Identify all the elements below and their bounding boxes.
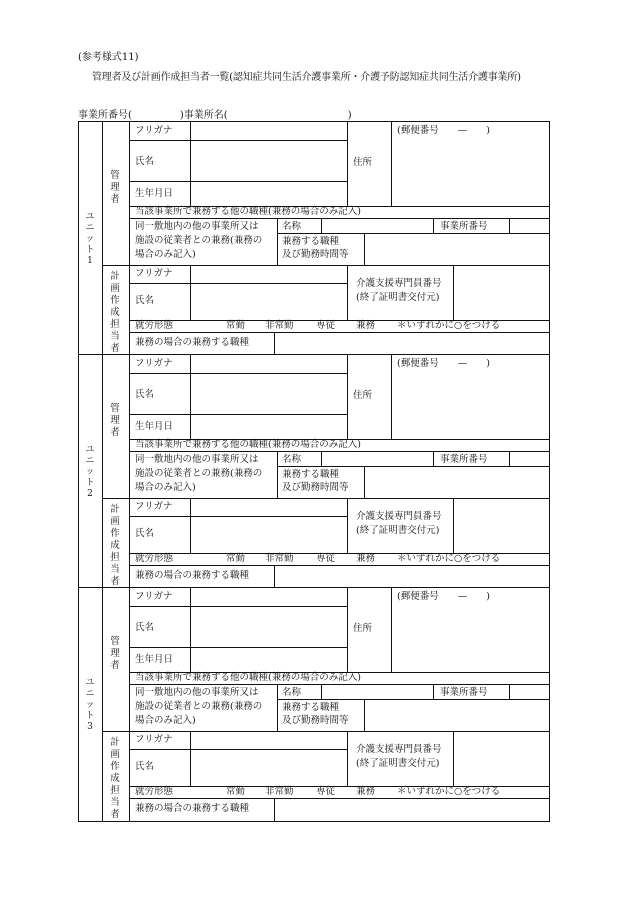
manager-label: 管理者	[110, 170, 120, 205]
concurrent-option[interactable]: 兼務	[356, 786, 376, 797]
employment-type-label[interactable]: 就労形態	[135, 553, 174, 564]
office-header	[78, 106, 352, 121]
parttime-option[interactable]: 非常勤	[265, 553, 294, 564]
other-office-name-label: 名称	[282, 687, 302, 698]
concurrent-in-office-label: 当該事業所で兼務する他の職種(兼務の場合のみ記入)	[135, 672, 361, 683]
manager-furigana-label: フリガナ	[135, 591, 173, 602]
birthdate-label: 生年月日	[135, 188, 174, 199]
manager-name-label: 氏名	[135, 156, 155, 167]
planner-name-label: 氏名	[135, 295, 155, 306]
parttime-option[interactable]: 非常勤	[265, 320, 294, 331]
fulltime-option[interactable]: 常勤	[226, 320, 246, 331]
role-hours-label-1: 兼務する職種	[282, 469, 340, 480]
unit-section	[78, 121, 550, 355]
address-label: 住所	[353, 623, 373, 634]
care-manager-label-2: (終了証明書交付元)	[356, 292, 440, 303]
manager-label: 管理者	[110, 636, 120, 671]
office-name-close: )	[347, 110, 352, 121]
concurrent-other-label-1: 同一敷地内の他の事業所又は	[135, 687, 259, 698]
concurrent-role-label: 兼務の場合の兼務する職種	[135, 570, 250, 581]
role-hours-label-2: 及び勤務時間等	[282, 715, 349, 726]
employment-type-label[interactable]: 就労形態	[135, 320, 174, 331]
unit-label: ユニット3	[85, 678, 95, 732]
concurrent-other-label-2: 施設の従業者との兼務(兼務の	[135, 701, 263, 712]
circle-note: ＊いずれかに○をつける	[397, 320, 501, 331]
other-office-number-label: 事業所番号	[440, 221, 488, 232]
postal-label: (郵便番号 — )	[397, 591, 490, 602]
role-hours-label-2: 及び勤務時間等	[282, 482, 349, 493]
circle-note: ＊いずれかに○をつける	[397, 553, 501, 564]
other-office-number-label: 事業所番号	[440, 454, 488, 465]
concurrent-other-label-3: 場合のみ記入)	[135, 482, 196, 493]
role-hours-label-1: 兼務する職種	[282, 236, 340, 247]
planner-name-label: 氏名	[135, 761, 155, 772]
concurrent-other-label-1: 同一敷地内の他の事業所又は	[135, 221, 259, 232]
concurrent-role-label: 兼務の場合の兼務する職種	[135, 803, 250, 814]
concurrent-option[interactable]: 兼務	[356, 320, 376, 331]
concurrent-other-label-1: 同一敷地内の他の事業所又は	[135, 454, 259, 465]
planner-label: 計画作成担当者	[110, 737, 120, 820]
form-reference-label: (参考様式11)	[78, 52, 139, 63]
other-office-name-label: 名称	[282, 454, 302, 465]
employment-type-label[interactable]: 就労形態	[135, 786, 174, 797]
concurrent-other-label-3: 場合のみ記入)	[135, 715, 196, 726]
care-manager-label-2: (終了証明書交付元)	[356, 525, 440, 536]
address-label: 住所	[353, 390, 373, 401]
concurrent-in-office-label: 当該事業所で兼務する他の職種(兼務の場合のみ記入)	[135, 439, 361, 450]
address-label: 住所	[353, 157, 373, 168]
manager-name-label: 氏名	[135, 622, 155, 633]
postal-label: (郵便番号 — )	[397, 358, 490, 369]
concurrent-other-label-2: 施設の従業者との兼務(兼務の	[135, 235, 263, 246]
concurrent-other-label-3: 場合のみ記入)	[135, 249, 196, 260]
manager-name-label: 氏名	[135, 389, 155, 400]
other-office-name-label: 名称	[282, 221, 302, 232]
dedicated-option[interactable]: 専従	[316, 320, 336, 331]
planner-furigana-label: フリガナ	[135, 734, 173, 745]
other-office-number-label: 事業所番号	[440, 687, 488, 698]
birthdate-label: 生年月日	[135, 421, 174, 432]
unit-section	[78, 587, 550, 822]
planner-label: 計画作成担当者	[110, 504, 120, 587]
circle-note: ＊いずれかに○をつける	[397, 786, 501, 797]
planner-name-label: 氏名	[135, 528, 155, 539]
role-hours-label-2: 及び勤務時間等	[282, 249, 349, 260]
office-name-label: )事業所名(	[179, 110, 228, 121]
fulltime-option[interactable]: 常勤	[226, 786, 246, 797]
fulltime-option[interactable]: 常勤	[226, 553, 246, 564]
postal-label: (郵便番号 — )	[397, 125, 490, 136]
unit-label: ユニット2	[85, 445, 95, 499]
unit-label: ユニット1	[85, 212, 95, 266]
dedicated-option[interactable]: 専従	[316, 786, 336, 797]
care-manager-label-1: 介護支援専門員番号	[356, 278, 442, 289]
planner-label: 計画作成担当者	[110, 271, 120, 354]
role-hours-label-1: 兼務する職種	[282, 702, 340, 713]
manager-furigana-label: フリガナ	[135, 125, 173, 136]
concurrent-in-office-label: 当該事業所で兼務する他の職種(兼務の場合のみ記入)	[135, 206, 361, 217]
care-manager-label-1: 介護支援専門員番号	[356, 744, 442, 755]
office-number-label: 事業所番号(	[78, 110, 132, 121]
form-title: 管理者及び計画作成担当者一覧(認知症共同生活介護事業所・介護予防認知症共同生活介護事業所)	[92, 72, 521, 83]
planner-furigana-label: フリガナ	[135, 268, 173, 279]
concurrent-other-label-2: 施設の従業者との兼務(兼務の	[135, 468, 263, 479]
birthdate-label: 生年月日	[135, 654, 174, 665]
concurrent-option[interactable]: 兼務	[356, 553, 376, 564]
parttime-option[interactable]: 非常勤	[265, 786, 294, 797]
care-manager-label-1: 介護支援専門員番号	[356, 511, 442, 522]
manager-label: 管理者	[110, 403, 120, 438]
concurrent-role-label: 兼務の場合の兼務する職種	[135, 337, 250, 348]
care-manager-label-2: (終了証明書交付元)	[356, 758, 440, 769]
manager-furigana-label: フリガナ	[135, 358, 173, 369]
dedicated-option[interactable]: 専従	[316, 553, 336, 564]
unit-section	[78, 354, 550, 588]
planner-furigana-label: フリガナ	[135, 501, 173, 512]
